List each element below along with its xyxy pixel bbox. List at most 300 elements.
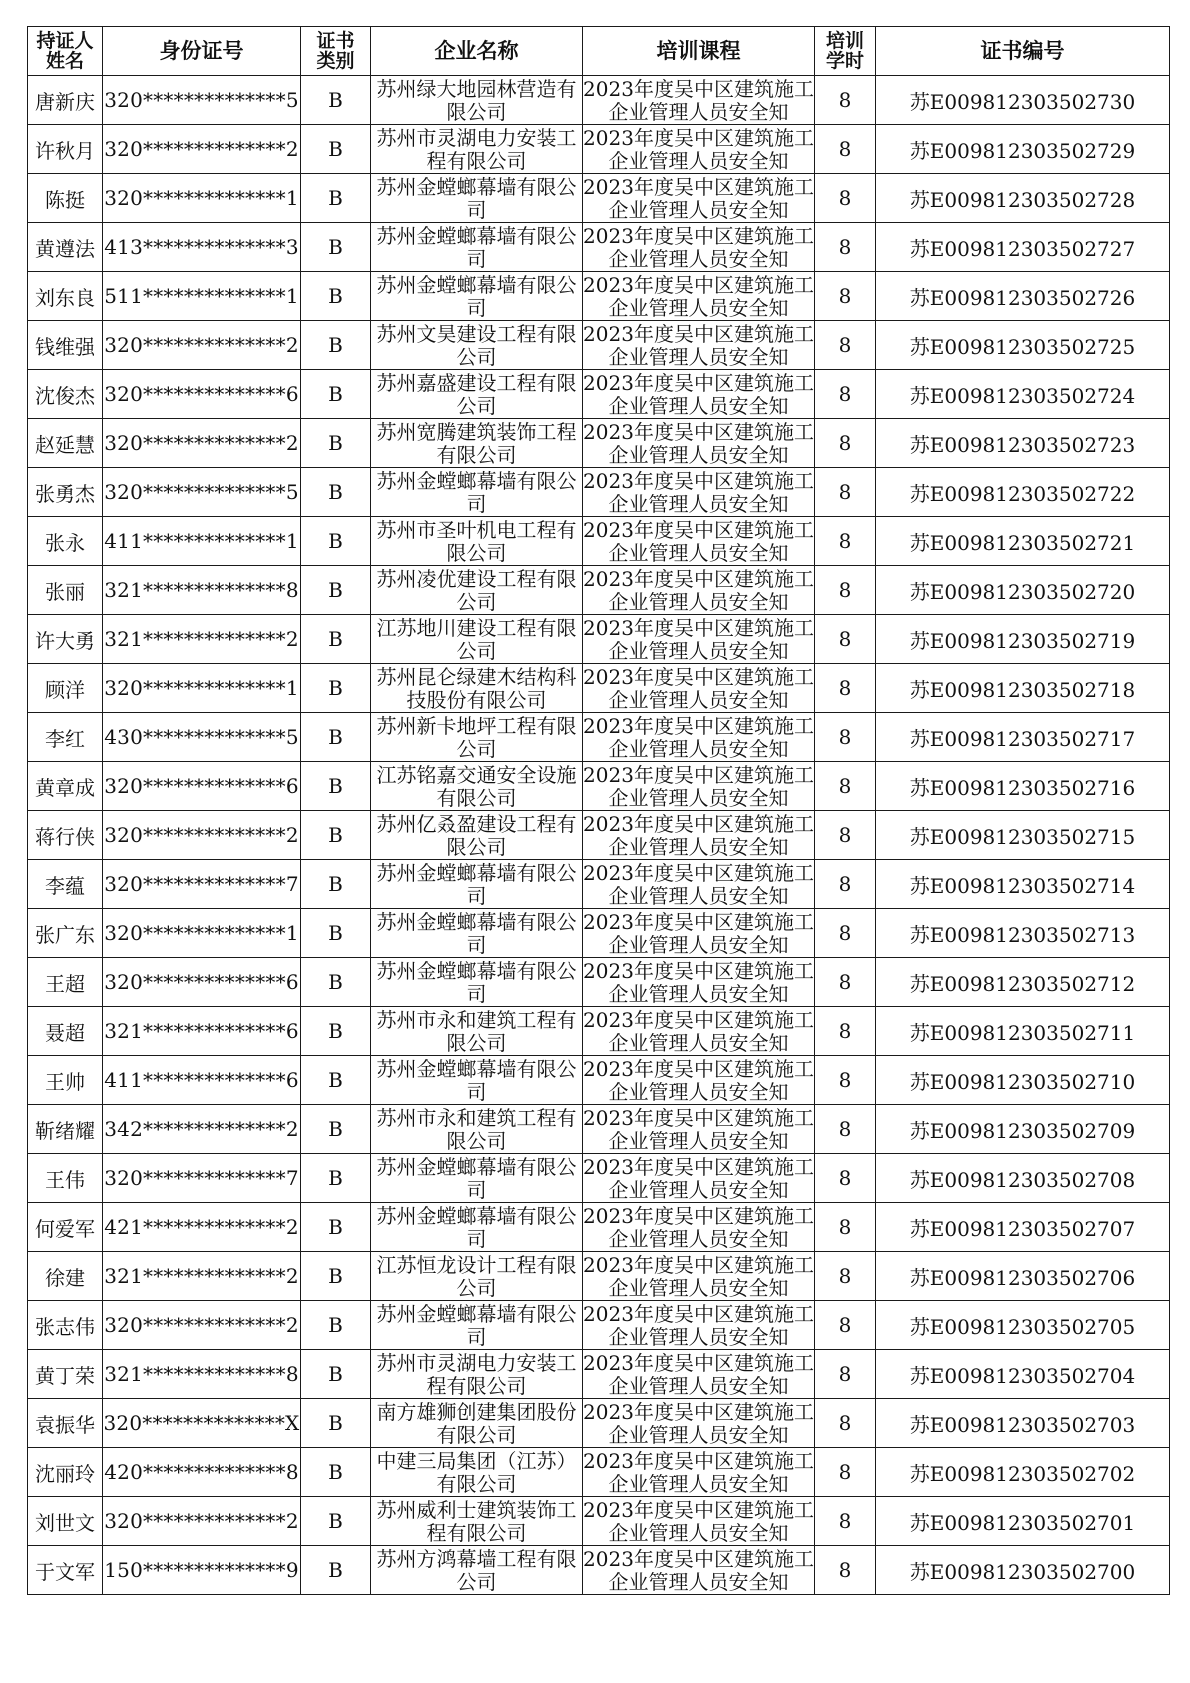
course-cell bbox=[583, 1056, 815, 1105]
cert-number-cell: 苏E009812303502730 bbox=[876, 76, 1170, 125]
cert-type-cell: B bbox=[301, 1203, 371, 1252]
cert-number-cell: 苏E009812303502727 bbox=[876, 223, 1170, 272]
course-cell-text: 2023年度吴中区建筑施工企业管理人员安全知 bbox=[583, 517, 814, 565]
header-holder-name-line1: 持证人 bbox=[36, 30, 94, 52]
id-number-cell: 411**************1 bbox=[103, 517, 301, 566]
table-row bbox=[28, 1350, 1170, 1399]
company-cell bbox=[371, 1497, 583, 1546]
holder-name-cell: 许大勇 bbox=[28, 615, 103, 664]
course-cell bbox=[583, 664, 815, 713]
course-cell bbox=[583, 223, 815, 272]
company-cell-text: 苏州方鸿幕墙工程有限公司 bbox=[376, 1546, 577, 1594]
holder-name-cell: 徐建 bbox=[28, 1252, 103, 1301]
cert-number-cell: 苏E009812303502719 bbox=[876, 615, 1170, 664]
company-cell bbox=[371, 1350, 583, 1399]
company-cell-text: 苏州市灵湖电力安装工程有限公司 bbox=[376, 1350, 577, 1398]
holder-name-cell: 许秋月 bbox=[28, 125, 103, 174]
id-number-cell: 320**************2 bbox=[103, 125, 301, 174]
course-cell bbox=[583, 517, 815, 566]
table-row bbox=[28, 223, 1170, 272]
course-cell bbox=[583, 125, 815, 174]
hours-cell: 8 bbox=[815, 517, 876, 566]
certificate-roster-table bbox=[27, 26, 1170, 1595]
cert-type-cell: B bbox=[301, 174, 371, 223]
cert-number-cell: 苏E009812303502713 bbox=[876, 909, 1170, 958]
header-cert-type bbox=[301, 27, 371, 76]
course-cell bbox=[583, 76, 815, 125]
header-company: 企业名称 bbox=[371, 27, 583, 76]
course-cell bbox=[583, 272, 815, 321]
id-number-cell: 321**************6 bbox=[103, 1007, 301, 1056]
hours-cell: 8 bbox=[815, 321, 876, 370]
holder-name-cell: 王伟 bbox=[28, 1154, 103, 1203]
company-cell-text: 苏州金螳螂幕墙有限公司 bbox=[376, 958, 577, 1006]
table-row bbox=[28, 1546, 1170, 1595]
company-cell-text: 南方雄狮创建集团股份有限公司 bbox=[376, 1399, 577, 1447]
table-row bbox=[28, 860, 1170, 909]
course-cell bbox=[583, 566, 815, 615]
id-number-cell: 321**************2 bbox=[103, 1252, 301, 1301]
cert-type-cell: B bbox=[301, 370, 371, 419]
company-cell-text: 苏州市永和建筑工程有限公司 bbox=[376, 1007, 577, 1055]
course-cell-text: 2023年度吴中区建筑施工企业管理人员安全知 bbox=[583, 909, 814, 957]
holder-name-cell: 李红 bbox=[28, 713, 103, 762]
company-cell bbox=[371, 125, 583, 174]
table-row bbox=[28, 762, 1170, 811]
course-cell-text: 2023年度吴中区建筑施工企业管理人员安全知 bbox=[583, 1105, 814, 1153]
holder-name-cell: 唐新庆 bbox=[28, 76, 103, 125]
cert-type-cell: B bbox=[301, 860, 371, 909]
header-hours bbox=[815, 27, 876, 76]
id-number-cell: 420**************8 bbox=[103, 1448, 301, 1497]
holder-name-cell: 靳绪耀 bbox=[28, 1105, 103, 1154]
header-cert-type-line1: 证书 bbox=[316, 30, 355, 52]
cert-type-cell: B bbox=[301, 713, 371, 762]
cert-type-cell: B bbox=[301, 1546, 371, 1595]
id-number-cell: 320**************2 bbox=[103, 1301, 301, 1350]
company-cell bbox=[371, 958, 583, 1007]
company-cell-text: 江苏恒龙设计工程有限公司 bbox=[376, 1252, 577, 1300]
cert-type-cell: B bbox=[301, 762, 371, 811]
company-cell-text: 江苏地川建设工程有限公司 bbox=[376, 615, 577, 663]
id-number-cell: 320**************5 bbox=[103, 76, 301, 125]
cert-type-cell: B bbox=[301, 1154, 371, 1203]
table-row bbox=[28, 1203, 1170, 1252]
course-cell-text: 2023年度吴中区建筑施工企业管理人员安全知 bbox=[583, 272, 814, 320]
table-row bbox=[28, 1399, 1170, 1448]
hours-cell: 8 bbox=[815, 1301, 876, 1350]
company-cell-text: 苏州金螳螂幕墙有限公司 bbox=[376, 909, 577, 957]
hours-cell: 8 bbox=[815, 713, 876, 762]
cert-type-cell: B bbox=[301, 468, 371, 517]
cert-number-cell: 苏E009812303502709 bbox=[876, 1105, 1170, 1154]
course-cell bbox=[583, 1448, 815, 1497]
header-cert-number: 证书编号 bbox=[876, 27, 1170, 76]
holder-name-cell: 张丽 bbox=[28, 566, 103, 615]
id-number-cell: 320**************X bbox=[103, 1399, 301, 1448]
table-row bbox=[28, 1105, 1170, 1154]
cert-number-cell: 苏E009812303502707 bbox=[876, 1203, 1170, 1252]
hours-cell: 8 bbox=[815, 1154, 876, 1203]
cert-type-cell: B bbox=[301, 566, 371, 615]
id-number-cell: 320**************6 bbox=[103, 762, 301, 811]
holder-name-cell: 钱维强 bbox=[28, 321, 103, 370]
header-holder-name bbox=[28, 27, 103, 76]
course-cell-text: 2023年度吴中区建筑施工企业管理人员安全知 bbox=[583, 615, 814, 663]
holder-name-cell: 黄丁荣 bbox=[28, 1350, 103, 1399]
id-number-cell: 320**************6 bbox=[103, 370, 301, 419]
company-cell bbox=[371, 174, 583, 223]
cert-type-cell: B bbox=[301, 1350, 371, 1399]
cert-type-cell: B bbox=[301, 664, 371, 713]
cert-type-cell: B bbox=[301, 517, 371, 566]
cert-type-cell: B bbox=[301, 272, 371, 321]
course-cell-text: 2023年度吴中区建筑施工企业管理人员安全知 bbox=[583, 419, 814, 467]
id-number-cell: 320**************6 bbox=[103, 958, 301, 1007]
id-number-cell: 321**************8 bbox=[103, 1350, 301, 1399]
cert-type-cell: B bbox=[301, 1448, 371, 1497]
hours-cell: 8 bbox=[815, 125, 876, 174]
table-row bbox=[28, 419, 1170, 468]
hours-cell: 8 bbox=[815, 811, 876, 860]
table-row bbox=[28, 909, 1170, 958]
company-cell bbox=[371, 811, 583, 860]
cert-type-cell: B bbox=[301, 1056, 371, 1105]
holder-name-cell: 王帅 bbox=[28, 1056, 103, 1105]
company-cell-text: 苏州金螳螂幕墙有限公司 bbox=[376, 860, 577, 908]
hours-cell: 8 bbox=[815, 174, 876, 223]
hours-cell: 8 bbox=[815, 76, 876, 125]
id-number-cell: 430**************5 bbox=[103, 713, 301, 762]
cert-number-cell: 苏E009812303502702 bbox=[876, 1448, 1170, 1497]
cert-number-cell: 苏E009812303502708 bbox=[876, 1154, 1170, 1203]
table-row bbox=[28, 811, 1170, 860]
id-number-cell: 320**************2 bbox=[103, 811, 301, 860]
table-row bbox=[28, 76, 1170, 125]
cert-number-cell: 苏E009812303502729 bbox=[876, 125, 1170, 174]
company-cell bbox=[371, 615, 583, 664]
company-cell bbox=[371, 1252, 583, 1301]
hours-cell: 8 bbox=[815, 1105, 876, 1154]
id-number-cell: 320**************1 bbox=[103, 909, 301, 958]
cert-number-cell: 苏E009812303502714 bbox=[876, 860, 1170, 909]
course-cell-text: 2023年度吴中区建筑施工企业管理人员安全知 bbox=[583, 76, 814, 124]
company-cell-text: 中建三局集团（江苏）有限公司 bbox=[376, 1448, 577, 1496]
cert-number-cell: 苏E009812303502725 bbox=[876, 321, 1170, 370]
holder-name-cell: 黄章成 bbox=[28, 762, 103, 811]
cert-number-cell: 苏E009812303502712 bbox=[876, 958, 1170, 1007]
course-cell-text: 2023年度吴中区建筑施工企业管理人员安全知 bbox=[583, 1252, 814, 1300]
cert-number-cell: 苏E009812303502720 bbox=[876, 566, 1170, 615]
company-cell bbox=[371, 1007, 583, 1056]
id-number-cell: 320**************2 bbox=[103, 321, 301, 370]
id-number-cell: 320**************5 bbox=[103, 468, 301, 517]
company-cell bbox=[371, 419, 583, 468]
header-row bbox=[28, 27, 1170, 76]
cert-number-cell: 苏E009812303502711 bbox=[876, 1007, 1170, 1056]
course-cell bbox=[583, 1546, 815, 1595]
id-number-cell: 320**************1 bbox=[103, 174, 301, 223]
company-cell bbox=[371, 909, 583, 958]
hours-cell: 8 bbox=[815, 1399, 876, 1448]
course-cell bbox=[583, 1203, 815, 1252]
holder-name-cell: 王超 bbox=[28, 958, 103, 1007]
cert-number-cell: 苏E009812303502721 bbox=[876, 517, 1170, 566]
hours-cell: 8 bbox=[815, 1497, 876, 1546]
cert-type-cell: B bbox=[301, 125, 371, 174]
course-cell-text: 2023年度吴中区建筑施工企业管理人员安全知 bbox=[583, 370, 814, 418]
table-row bbox=[28, 664, 1170, 713]
id-number-cell: 411**************6 bbox=[103, 1056, 301, 1105]
company-cell bbox=[371, 1399, 583, 1448]
hours-cell: 8 bbox=[815, 272, 876, 321]
table-row bbox=[28, 566, 1170, 615]
id-number-cell: 511**************1 bbox=[103, 272, 301, 321]
company-cell-text: 苏州新卡地坪工程有限公司 bbox=[376, 713, 577, 761]
table-row bbox=[28, 468, 1170, 517]
company-cell-text: 苏州金螳螂幕墙有限公司 bbox=[376, 1056, 577, 1104]
course-cell-text: 2023年度吴中区建筑施工企业管理人员安全知 bbox=[583, 1203, 814, 1251]
holder-name-cell: 张广东 bbox=[28, 909, 103, 958]
id-number-cell: 321**************2 bbox=[103, 615, 301, 664]
course-cell bbox=[583, 1497, 815, 1546]
hours-cell: 8 bbox=[815, 762, 876, 811]
holder-name-cell: 赵延慧 bbox=[28, 419, 103, 468]
id-number-cell: 342**************2 bbox=[103, 1105, 301, 1154]
hours-cell: 8 bbox=[815, 1448, 876, 1497]
id-number-cell: 320**************2 bbox=[103, 1497, 301, 1546]
company-cell-text: 苏州金螳螂幕墙有限公司 bbox=[376, 223, 577, 271]
hours-cell: 8 bbox=[815, 909, 876, 958]
company-cell-text: 苏州文昊建设工程有限公司 bbox=[376, 321, 577, 369]
table-row bbox=[28, 272, 1170, 321]
company-cell bbox=[371, 566, 583, 615]
hours-cell: 8 bbox=[815, 1056, 876, 1105]
header-course: 培训课程 bbox=[583, 27, 815, 76]
cert-number-cell: 苏E009812303502726 bbox=[876, 272, 1170, 321]
holder-name-cell: 刘世文 bbox=[28, 1497, 103, 1546]
cert-number-cell: 苏E009812303502718 bbox=[876, 664, 1170, 713]
course-cell-text: 2023年度吴中区建筑施工企业管理人员安全知 bbox=[583, 566, 814, 614]
company-cell-text: 苏州金螳螂幕墙有限公司 bbox=[376, 1301, 577, 1349]
course-cell bbox=[583, 958, 815, 1007]
holder-name-cell: 李蕴 bbox=[28, 860, 103, 909]
cert-type-cell: B bbox=[301, 1301, 371, 1350]
cert-type-cell: B bbox=[301, 419, 371, 468]
course-cell-text: 2023年度吴中区建筑施工企业管理人员安全知 bbox=[583, 1399, 814, 1447]
cert-number-cell: 苏E009812303502722 bbox=[876, 468, 1170, 517]
hours-cell: 8 bbox=[815, 1252, 876, 1301]
company-cell bbox=[371, 1105, 583, 1154]
cert-number-cell: 苏E009812303502715 bbox=[876, 811, 1170, 860]
company-cell bbox=[371, 1203, 583, 1252]
id-number-cell: 150**************9 bbox=[103, 1546, 301, 1595]
cert-type-cell: B bbox=[301, 958, 371, 1007]
cert-number-cell: 苏E009812303502716 bbox=[876, 762, 1170, 811]
cert-type-cell: B bbox=[301, 615, 371, 664]
company-cell-text: 苏州市永和建筑工程有限公司 bbox=[376, 1105, 577, 1153]
company-cell bbox=[371, 664, 583, 713]
hours-cell: 8 bbox=[815, 223, 876, 272]
company-cell bbox=[371, 223, 583, 272]
header-id-number: 身份证号 bbox=[103, 27, 301, 76]
course-cell bbox=[583, 909, 815, 958]
company-cell-text: 苏州绿大地园林营造有限公司 bbox=[376, 76, 577, 124]
company-cell-text: 苏州宽腾建筑装饰工程有限公司 bbox=[376, 419, 577, 467]
holder-name-cell: 沈俊杰 bbox=[28, 370, 103, 419]
id-number-cell: 421**************2 bbox=[103, 1203, 301, 1252]
cert-number-cell: 苏E009812303502723 bbox=[876, 419, 1170, 468]
table-row bbox=[28, 517, 1170, 566]
company-cell bbox=[371, 762, 583, 811]
hours-cell: 8 bbox=[815, 1203, 876, 1252]
course-cell-text: 2023年度吴中区建筑施工企业管理人员安全知 bbox=[583, 468, 814, 516]
table-row bbox=[28, 174, 1170, 223]
company-cell-text: 苏州嘉盛建设工程有限公司 bbox=[376, 370, 577, 418]
cert-number-cell: 苏E009812303502724 bbox=[876, 370, 1170, 419]
course-cell bbox=[583, 1154, 815, 1203]
hours-cell: 8 bbox=[815, 958, 876, 1007]
hours-cell: 8 bbox=[815, 664, 876, 713]
cert-number-cell: 苏E009812303502710 bbox=[876, 1056, 1170, 1105]
company-cell bbox=[371, 76, 583, 125]
course-cell-text: 2023年度吴中区建筑施工企业管理人员安全知 bbox=[583, 958, 814, 1006]
cert-number-cell: 苏E009812303502701 bbox=[876, 1497, 1170, 1546]
company-cell-text: 苏州金螳螂幕墙有限公司 bbox=[376, 1203, 577, 1251]
table-row bbox=[28, 370, 1170, 419]
cert-number-cell: 苏E009812303502705 bbox=[876, 1301, 1170, 1350]
course-cell-text: 2023年度吴中区建筑施工企业管理人员安全知 bbox=[583, 1448, 814, 1496]
holder-name-cell: 张勇杰 bbox=[28, 468, 103, 517]
course-cell-text: 2023年度吴中区建筑施工企业管理人员安全知 bbox=[583, 1301, 814, 1349]
cert-number-cell: 苏E009812303502703 bbox=[876, 1399, 1170, 1448]
hours-cell: 8 bbox=[815, 419, 876, 468]
table-row bbox=[28, 125, 1170, 174]
hours-cell: 8 bbox=[815, 1546, 876, 1595]
course-cell bbox=[583, 762, 815, 811]
table-row bbox=[28, 1301, 1170, 1350]
hours-cell: 8 bbox=[815, 468, 876, 517]
header-holder-name-line2: 姓名 bbox=[45, 50, 84, 72]
holder-name-cell: 蒋行侠 bbox=[28, 811, 103, 860]
company-cell-text: 苏州昆仑绿建木结构科技股份有限公司 bbox=[376, 664, 577, 712]
holder-name-cell: 刘东良 bbox=[28, 272, 103, 321]
company-cell bbox=[371, 1546, 583, 1595]
course-cell bbox=[583, 1007, 815, 1056]
cert-type-cell: B bbox=[301, 1252, 371, 1301]
holder-name-cell: 黄遵法 bbox=[28, 223, 103, 272]
course-cell-text: 2023年度吴中区建筑施工企业管理人员安全知 bbox=[583, 1007, 814, 1055]
course-cell bbox=[583, 468, 815, 517]
course-cell-text: 2023年度吴中区建筑施工企业管理人员安全知 bbox=[583, 1056, 814, 1104]
cert-type-cell: B bbox=[301, 811, 371, 860]
cert-number-cell: 苏E009812303502706 bbox=[876, 1252, 1170, 1301]
cert-type-cell: B bbox=[301, 76, 371, 125]
course-cell-text: 2023年度吴中区建筑施工企业管理人员安全知 bbox=[583, 762, 814, 810]
company-cell-text: 苏州金螳螂幕墙有限公司 bbox=[376, 468, 577, 516]
course-cell bbox=[583, 713, 815, 762]
table-row bbox=[28, 1007, 1170, 1056]
id-number-cell: 320**************1 bbox=[103, 664, 301, 713]
course-cell bbox=[583, 1252, 815, 1301]
cert-type-cell: B bbox=[301, 321, 371, 370]
course-cell bbox=[583, 321, 815, 370]
table-row bbox=[28, 1497, 1170, 1546]
holder-name-cell: 袁振华 bbox=[28, 1399, 103, 1448]
cert-type-cell: B bbox=[301, 223, 371, 272]
id-number-cell: 413**************3 bbox=[103, 223, 301, 272]
course-cell bbox=[583, 1399, 815, 1448]
table-row bbox=[28, 1448, 1170, 1497]
holder-name-cell: 张志伟 bbox=[28, 1301, 103, 1350]
id-number-cell: 320**************7 bbox=[103, 860, 301, 909]
header-hours-line1: 培训 bbox=[825, 30, 864, 52]
table-row bbox=[28, 958, 1170, 1007]
cert-number-cell: 苏E009812303502700 bbox=[876, 1546, 1170, 1595]
course-cell bbox=[583, 860, 815, 909]
company-cell-text: 苏州亿叒盈建设工程有限公司 bbox=[376, 811, 577, 859]
course-cell bbox=[583, 1350, 815, 1399]
company-cell-text: 苏州威利士建筑装饰工程有限公司 bbox=[376, 1497, 577, 1545]
cert-type-cell: B bbox=[301, 1105, 371, 1154]
company-cell bbox=[371, 713, 583, 762]
table-row bbox=[28, 321, 1170, 370]
company-cell bbox=[371, 860, 583, 909]
table-row bbox=[28, 1154, 1170, 1203]
hours-cell: 8 bbox=[815, 860, 876, 909]
hours-cell: 8 bbox=[815, 566, 876, 615]
cert-number-cell: 苏E009812303502704 bbox=[876, 1350, 1170, 1399]
company-cell bbox=[371, 1301, 583, 1350]
course-cell-text: 2023年度吴中区建筑施工企业管理人员安全知 bbox=[583, 1497, 814, 1545]
cert-type-cell: B bbox=[301, 1007, 371, 1056]
company-cell-text: 苏州市灵湖电力安装工程有限公司 bbox=[376, 125, 577, 173]
company-cell-text: 苏州金螳螂幕墙有限公司 bbox=[376, 174, 577, 222]
holder-name-cell: 沈丽玲 bbox=[28, 1448, 103, 1497]
course-cell bbox=[583, 1105, 815, 1154]
company-cell-text: 苏州凌优建设工程有限公司 bbox=[376, 566, 577, 614]
company-cell bbox=[371, 321, 583, 370]
id-number-cell: 321**************8 bbox=[103, 566, 301, 615]
company-cell bbox=[371, 272, 583, 321]
course-cell-text: 2023年度吴中区建筑施工企业管理人员安全知 bbox=[583, 223, 814, 271]
id-number-cell: 320**************7 bbox=[103, 1154, 301, 1203]
company-cell bbox=[371, 1154, 583, 1203]
course-cell bbox=[583, 174, 815, 223]
header-cert-type-line2: 类别 bbox=[316, 50, 355, 72]
cert-type-cell: B bbox=[301, 1399, 371, 1448]
company-cell bbox=[371, 468, 583, 517]
holder-name-cell: 张永 bbox=[28, 517, 103, 566]
course-cell bbox=[583, 811, 815, 860]
company-cell-text: 苏州金螳螂幕墙有限公司 bbox=[376, 272, 577, 320]
company-cell bbox=[371, 1056, 583, 1105]
table-row bbox=[28, 1252, 1170, 1301]
company-cell-text: 苏州市圣叶机电工程有限公司 bbox=[376, 517, 577, 565]
company-cell bbox=[371, 370, 583, 419]
id-number-cell: 320**************2 bbox=[103, 419, 301, 468]
course-cell-text: 2023年度吴中区建筑施工企业管理人员安全知 bbox=[583, 664, 814, 712]
hours-cell: 8 bbox=[815, 370, 876, 419]
company-cell bbox=[371, 1448, 583, 1497]
course-cell-text: 2023年度吴中区建筑施工企业管理人员安全知 bbox=[583, 1350, 814, 1398]
course-cell-text: 2023年度吴中区建筑施工企业管理人员安全知 bbox=[583, 321, 814, 369]
table-row bbox=[28, 713, 1170, 762]
course-cell bbox=[583, 1301, 815, 1350]
hours-cell: 8 bbox=[815, 615, 876, 664]
holder-name-cell: 何爱军 bbox=[28, 1203, 103, 1252]
course-cell-text: 2023年度吴中区建筑施工企业管理人员安全知 bbox=[583, 1546, 814, 1594]
